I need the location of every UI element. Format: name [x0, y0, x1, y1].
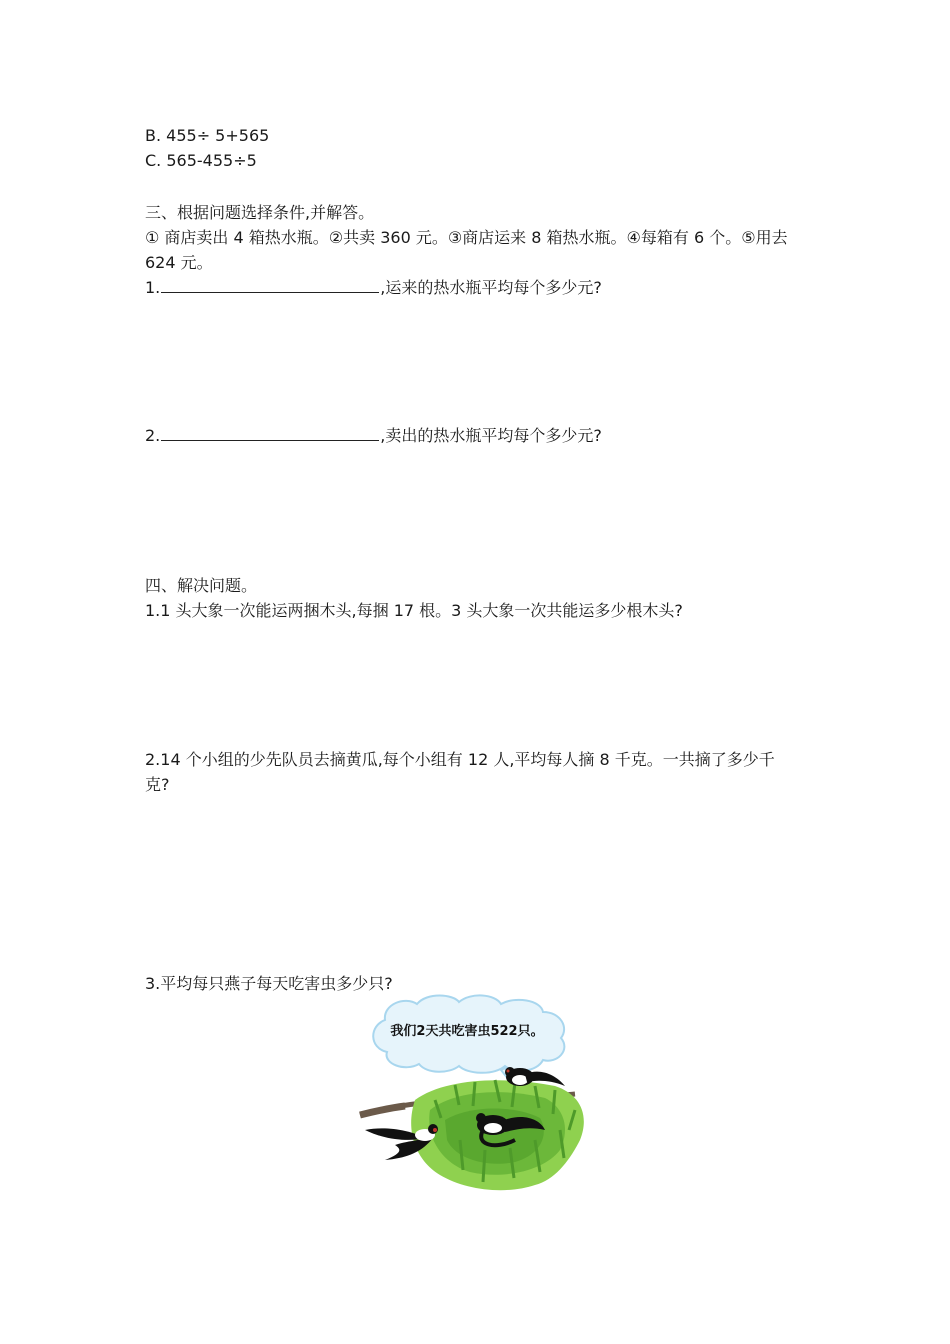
problem-1: 1.1 头大象一次能运两捆木头,每捆 17 根。3 头大象一次共能运多少根木头? [145, 601, 683, 620]
problem-3: 3.平均每只燕子每天吃害虫多少只? [145, 974, 393, 993]
question-1-number: 1. [145, 278, 161, 297]
section3-conditions-line1: ① 商店卖出 4 箱热水瓶。②共卖 360 元。③商店运来 8 箱热水瓶。④每箱有 6 个。⑤用去 [145, 228, 788, 247]
question-2-blank[interactable] [161, 424, 379, 441]
swallows-on-willow-svg [355, 990, 600, 1195]
willow-leaves [411, 1080, 584, 1190]
problem-2-line2: 克? [145, 775, 170, 794]
option-c: C. 565-455÷5 [145, 151, 257, 170]
question-2-text: ,卖出的热水瓶平均每个多少元? [380, 426, 602, 445]
swallows-illustration [355, 990, 600, 1195]
question-1-text: ,运来的热水瓶平均每个多少元? [380, 278, 602, 297]
question-2-number: 2. [145, 426, 161, 445]
question-1 [145, 276, 602, 300]
question-2 [145, 424, 602, 448]
problem-2-line1: 2.14 个小组的少先队员去摘黄瓜,每个小组有 12 人,平均每人摘 8 千克。一共摘了多少千 [145, 750, 775, 769]
section4-heading: 四、解决问题。 [145, 576, 258, 595]
section3-conditions-line2: 624 元。 [145, 253, 213, 272]
option-b: B. 455÷ 5+565 [145, 126, 270, 145]
speech-bubble-text: 我们2天共吃害虫522只。 [390, 1024, 544, 1039]
section3-heading: 三、根据问题选择条件,并解答。 [145, 203, 375, 222]
question-1-blank[interactable] [161, 276, 379, 293]
